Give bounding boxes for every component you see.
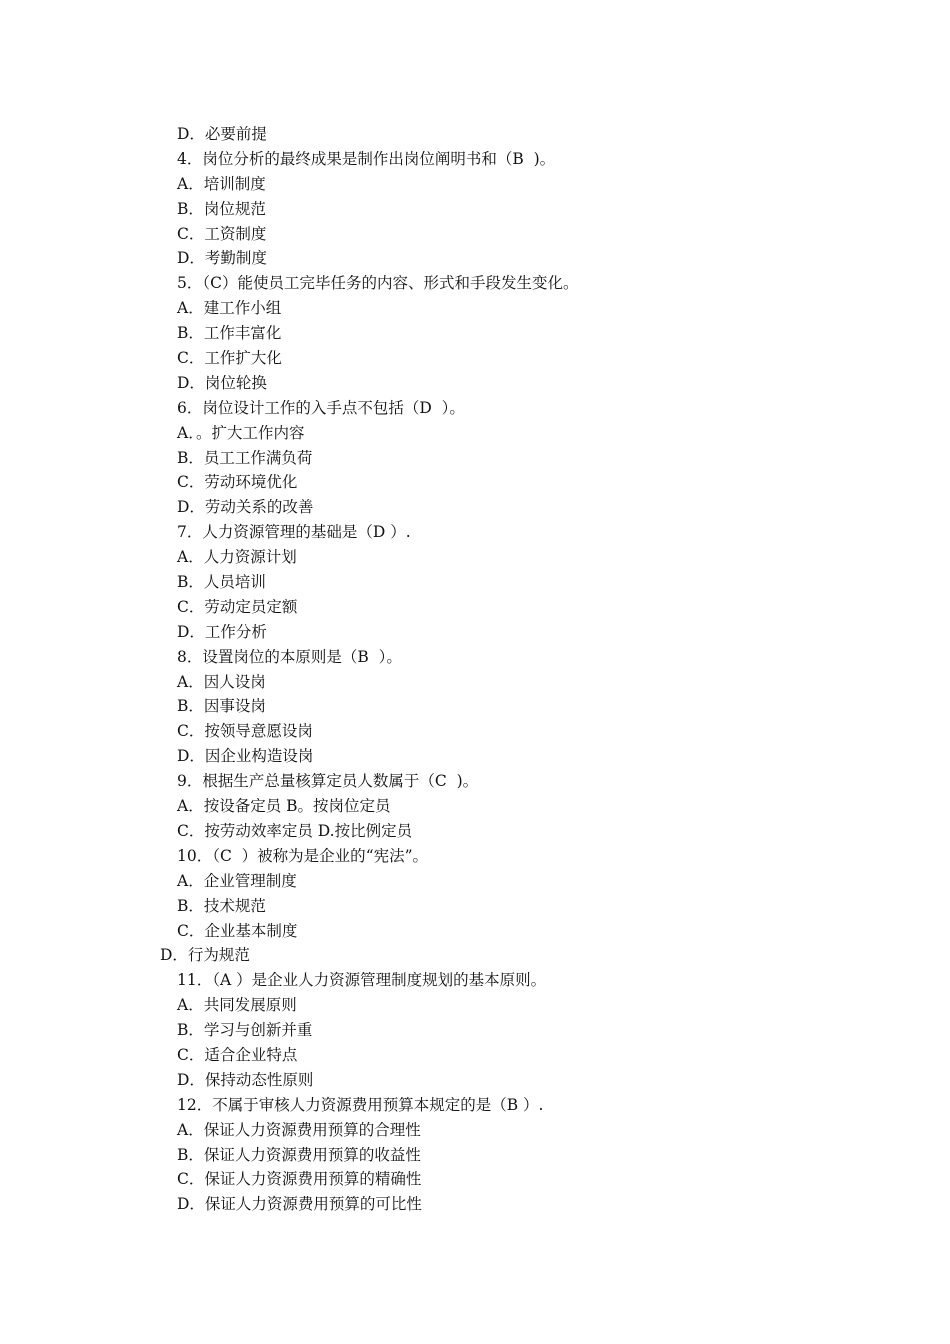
text-line: B．技术规范 [177, 896, 266, 915]
text-line: C．保证人力资源费用预算的精确性 [177, 1170, 422, 1189]
text-line: C．工资制度 [177, 224, 267, 243]
text-line: A．共同发展原则 [177, 996, 297, 1015]
text-line: A．企业管理制度 [177, 871, 297, 890]
document-page [0, 122, 950, 1217]
text-line: 6．岗位设计工作的入手点不包括（D ）。 [177, 398, 465, 417]
text-line: C．劳动环境优化 [177, 473, 298, 492]
text-line: B．岗位规范 [177, 199, 266, 218]
text-line: D．行为规范 [160, 946, 250, 965]
text-line: A．建工作小组 [177, 299, 282, 318]
text-line: 9．根据生产总量核算定员人数属于（C )。 [177, 772, 479, 791]
text-line: B．员工工作满负荷 [177, 448, 313, 467]
text-line: A．按设备定员 B。按岗位定员 [177, 797, 391, 816]
text-line: 12．不属于审核人力资源费用预算本规定的是（B ）. [177, 1095, 544, 1114]
text-line: 7．人力资源管理的基础是（D ）. [177, 523, 411, 542]
text-line: D．保证人力资源费用预算的可比性 [177, 1195, 422, 1214]
text-line: 11．（A ）是企业人力资源管理制度规划的基本原则。 [177, 971, 547, 990]
text-line: 8．设置岗位的本原则是（B ）。 [177, 647, 402, 666]
text-line: D．因企业构造设岗 [177, 747, 314, 766]
text-line: C．适合企业特点 [177, 1045, 298, 1064]
text-line: C．劳动定员定额 [177, 597, 298, 616]
text-line: D．考勤制度 [177, 249, 267, 268]
text-line: C．工作扩大化 [177, 349, 282, 368]
text-line: B．因事设岗 [177, 697, 266, 716]
text-line: A．。扩大工作内容 [177, 423, 305, 442]
text-line: D．保持动态性原则 [177, 1070, 314, 1089]
text-line: 5．（C）能使员工完毕任务的内容、形式和手段发生变化。 [177, 274, 579, 293]
text-line: B．保证人力资源费用预算的收益性 [177, 1145, 421, 1164]
text-line: A．保证人力资源费用预算的合理性 [177, 1120, 421, 1139]
text-line: D．工作分析 [177, 622, 267, 641]
text-line: A．人力资源计划 [177, 548, 297, 567]
text-line: D．劳动关系的改善 [177, 498, 314, 517]
text-line: C．按劳动效率定员 D.按比例定员 [177, 821, 413, 840]
text-line: B．工作丰富化 [177, 324, 282, 343]
text-line: D．必要前提 [177, 125, 267, 143]
text-line: A．因人设岗 [177, 672, 266, 691]
text-line: C．按领导意愿设岗 [177, 722, 313, 741]
text-line: B．学习与创新并重 [177, 1021, 313, 1040]
text-line: 10．（C ）被称为是企业的“宪法”。 [177, 846, 429, 865]
text-line: D．岗位轮换 [177, 373, 267, 392]
text-line: A．培训制度 [177, 174, 266, 193]
text-line: C．企业基本制度 [177, 921, 298, 940]
text-line: 4．岗位分析的最终成果是制作出岗位阐明书和（B )。 [177, 149, 556, 168]
text-line: B．人员培训 [177, 573, 266, 592]
